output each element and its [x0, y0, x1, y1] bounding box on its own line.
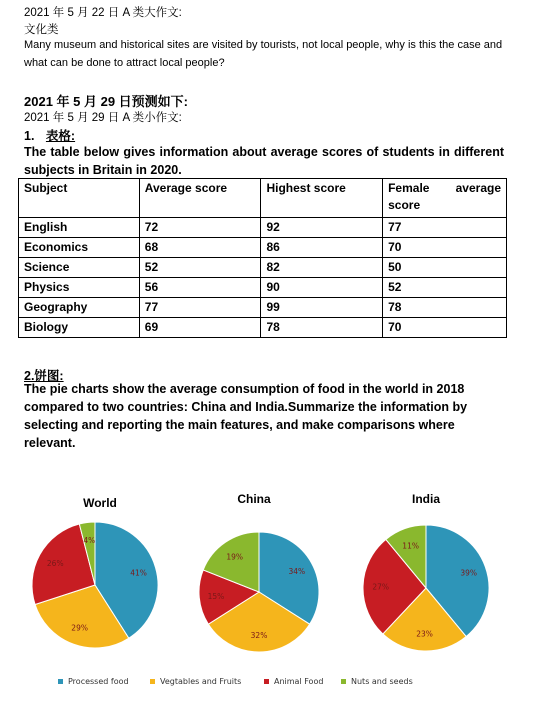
table-cell: 78	[261, 318, 383, 338]
legend-swatch	[341, 679, 346, 684]
pie-label-india-1: 23%	[416, 629, 433, 639]
table-cell: English	[19, 218, 140, 238]
legend-item	[58, 677, 129, 686]
column-header: Subject	[19, 179, 140, 218]
pie-label-china-1: 32%	[250, 631, 268, 641]
table-cell: Economics	[19, 238, 140, 258]
category: 文化类	[24, 24, 59, 36]
date-line-2: 2021 年 5 月 29 日 A 类小作文:	[24, 112, 182, 124]
table-cell: 70	[383, 318, 507, 338]
pie-label-china-2: 15%	[207, 592, 225, 602]
table-cell: 92	[261, 218, 383, 238]
table-cell: Science	[19, 258, 140, 278]
legend-swatch	[150, 679, 155, 684]
pie-label-world-1: 29%	[71, 623, 88, 633]
legend-label: Processed food	[68, 677, 129, 686]
pie-label-india-2: 27%	[372, 582, 389, 592]
legend-item	[150, 677, 241, 686]
column-header: Female average score	[383, 179, 507, 218]
legend-item	[341, 677, 413, 686]
table-cell: 68	[139, 238, 261, 258]
table-cell: 82	[261, 258, 383, 278]
column-header: Average score	[139, 179, 261, 218]
pie-label-india-0: 39%	[460, 568, 478, 578]
legend-label: Nuts and seeds	[351, 677, 413, 686]
table-cell: 77	[383, 218, 507, 238]
table-cell: 56	[139, 278, 261, 298]
table-cell: 70	[383, 238, 507, 258]
table-cell: Biology	[19, 318, 140, 338]
pie-title-china: China	[237, 492, 271, 506]
pie-title-world: World	[83, 496, 117, 510]
column-header: Highest score	[261, 179, 383, 218]
table-cell: 99	[261, 298, 383, 318]
legend-swatch	[264, 679, 269, 684]
pie-label-world-0: 41%	[130, 568, 147, 578]
table-cell: 72	[139, 218, 261, 238]
table-cell: Geography	[19, 298, 140, 318]
table-task: The table below gives information about average scores of students in different subjects in Britain in 2020.	[24, 145, 504, 177]
pie-title-india: India	[411, 492, 440, 506]
pie-label-india-3: 11%	[402, 541, 419, 551]
pie-label-china-3: 19%	[226, 552, 244, 562]
table-cell: 50	[383, 258, 507, 278]
table-cell: Physics	[19, 278, 140, 298]
table-cell: 52	[383, 278, 507, 298]
legend-label: Vegtables and Fruits	[160, 677, 242, 686]
essay-prompt: Many museum and historical sites are visited by tourists, not local people, why is this the case and what can be done to attract local people?	[24, 39, 503, 69]
table-cell: 86	[261, 238, 383, 258]
table-cell: 77	[139, 298, 261, 318]
pie-label-world-3: 4%	[83, 535, 96, 545]
table-cell: 69	[139, 318, 261, 338]
pie-section-label: 2.饼图:	[24, 369, 64, 383]
legend-swatch	[58, 679, 63, 684]
table-cell: 52	[139, 258, 261, 278]
table-cell: 90	[261, 278, 383, 298]
pie-task: The pie charts show the average consumption of food in the world in 2018 compared to two countries: China and India.Summarize the information by selecting and reporting the main features, and make comparisons where relevant.	[24, 382, 468, 450]
section-number: 1.	[24, 129, 35, 143]
table-cell: 78	[383, 298, 507, 318]
legend-item	[264, 677, 323, 686]
prediction-title: 2021 年 5 月 29 日预测如下:	[24, 94, 188, 109]
pie-label-world-2: 26%	[46, 559, 64, 569]
legend-label: Animal Food	[274, 677, 324, 686]
pie-label-china-0: 34%	[288, 567, 306, 577]
section-label: 表格:	[45, 129, 76, 143]
date-line-1: 2021 年 5 月 22 日 A 类大作文:	[24, 7, 182, 19]
